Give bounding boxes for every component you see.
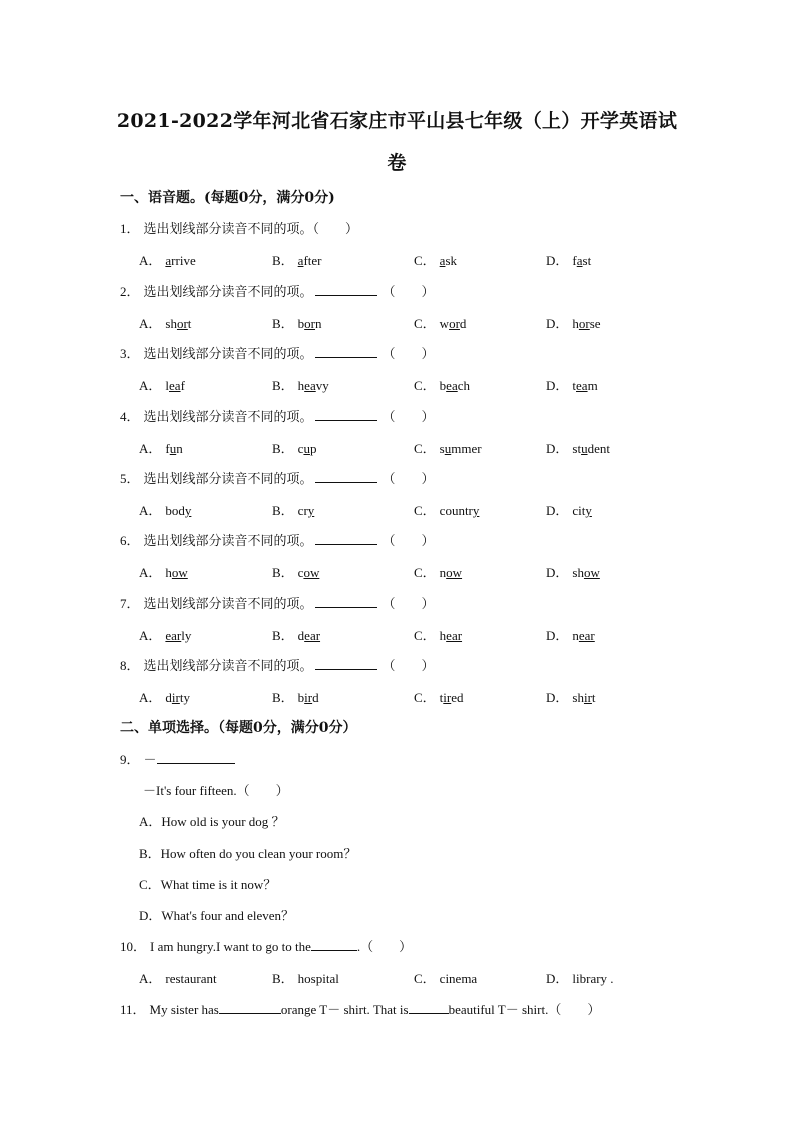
question-9-reply: －It's four fifteen.（ ）	[143, 783, 289, 798]
answer-blank[interactable]	[315, 408, 377, 421]
option-d[interactable]: D． student	[546, 441, 610, 456]
option-b[interactable]: B． bird	[272, 690, 319, 705]
question-10: 10． I am hungry.I want to go to the .（ ）	[120, 939, 413, 954]
option-d[interactable]: D． city	[546, 503, 592, 518]
question-stem: 选出划线部分读音不同的项。	[143, 284, 313, 299]
option-b[interactable]: B． hospital	[272, 971, 339, 986]
question-3	[120, 343, 435, 362]
option-c[interactable]: C． tired	[414, 690, 464, 705]
answer-paren: （ ）	[382, 658, 435, 673]
dialog-dash: －	[143, 752, 157, 767]
question-stem: 选出划线部分读音不同的项。	[143, 471, 313, 486]
option-d[interactable]: D． show	[546, 565, 600, 580]
answer-blank-2[interactable]	[409, 1001, 449, 1014]
option-b[interactable]: B． cow	[272, 565, 320, 580]
answer-blank[interactable]	[315, 283, 377, 296]
question-8	[120, 655, 435, 674]
section-phonetics-heading: 一、语音题。(每题0分，满分0分)	[120, 190, 335, 206]
answer-blank[interactable]	[311, 938, 357, 951]
option-b[interactable]: B． born	[272, 316, 322, 331]
answer-blank[interactable]	[315, 345, 377, 358]
question-number: 2．	[120, 284, 140, 299]
option-a[interactable]: A． body	[139, 503, 192, 518]
question-number: 7．	[120, 596, 140, 611]
answer-blank[interactable]	[315, 657, 377, 670]
section-choice-heading: 二、单项选择。（每题0分，满分0分）	[120, 720, 357, 736]
answer-paren: （ ）	[382, 596, 435, 611]
question-stem: I am hungry.I want to go to the	[150, 939, 311, 954]
exam-title-line-1: 2021-2022学年河北省石家庄市平山县七年级（上）开学英语试	[116, 110, 678, 132]
option-a[interactable]: A． short	[139, 316, 192, 331]
question-1	[120, 218, 358, 237]
question-stem: 选出划线部分读音不同的项。	[143, 533, 313, 548]
option-b[interactable]: B． dear	[272, 628, 321, 643]
option-d[interactable]: D． library .	[546, 971, 614, 986]
option-a[interactable]: A． leaf	[139, 378, 185, 393]
option-a[interactable]: A． dirty	[139, 690, 190, 705]
question-stem: 选出划线部分读音不同的项。	[143, 596, 313, 611]
option-a[interactable]: A．How old is your dog ？	[139, 814, 285, 829]
option-c[interactable]: C． cinema	[414, 971, 478, 986]
question-9	[120, 749, 235, 768]
question-number: 4．	[120, 409, 140, 424]
option-a[interactable]: A． how	[139, 565, 188, 580]
answer-blank[interactable]	[157, 751, 235, 764]
question-6	[120, 530, 435, 549]
option-a[interactable]: A． restaurant	[139, 971, 217, 986]
answer-blank[interactable]	[315, 532, 377, 545]
question-number: 1．	[120, 221, 140, 236]
option-b[interactable]: B． heavy	[272, 378, 329, 393]
question-2	[120, 281, 435, 300]
option-d[interactable]: D．What's four and eleven？	[139, 908, 295, 923]
option-c[interactable]: C． word	[414, 316, 467, 331]
option-d[interactable]: D． shirt	[546, 690, 596, 705]
answer-blank[interactable]	[315, 595, 377, 608]
question-5	[120, 468, 435, 487]
option-c[interactable]: C． beach	[414, 378, 470, 393]
option-b[interactable]: B． after	[272, 253, 322, 268]
exam-title-line-2: 卷	[387, 152, 407, 174]
option-c[interactable]: C．What time is it now？	[139, 877, 277, 892]
answer-paren: （ ）	[382, 284, 435, 299]
answer-paren: （ ）	[382, 471, 435, 486]
question-11: 11． My sister has orange T－ shirt. That is beautiful T－ shirt.（ ）	[120, 1002, 601, 1017]
option-c[interactable]: C． hear	[414, 628, 463, 643]
question-number: 8．	[120, 658, 140, 673]
question-number: 6．	[120, 533, 140, 548]
answer-paren: （ ）	[382, 533, 435, 548]
option-a[interactable]: A． fun	[139, 441, 183, 456]
option-b[interactable]: B．How often do you clean your room？	[139, 846, 357, 861]
question-stem: 选出划线部分读音不同的项。	[143, 409, 313, 424]
question-stem: 选出划线部分读音不同的项。	[143, 346, 313, 361]
option-d[interactable]: D． fast	[546, 253, 592, 268]
question-number: 5．	[120, 471, 140, 486]
question-number: 3．	[120, 346, 140, 361]
option-c[interactable]: C． now	[414, 565, 463, 580]
answer-blank[interactable]	[315, 470, 377, 483]
option-d[interactable]: D． team	[546, 378, 598, 393]
answer-paren: （ ）	[382, 409, 435, 424]
answer-paren: （ ）	[382, 346, 435, 361]
option-c[interactable]: C． country	[414, 503, 480, 518]
question-4	[120, 406, 435, 425]
option-b[interactable]: B． cry	[272, 503, 315, 518]
option-a[interactable]: A． arrive	[139, 253, 196, 268]
option-d[interactable]: D． horse	[546, 316, 601, 331]
option-a[interactable]: A． early	[139, 628, 192, 643]
option-d[interactable]: D． near	[546, 628, 595, 643]
question-stem: 选出划线部分读音不同的项。	[143, 658, 313, 673]
option-b[interactable]: B． cup	[272, 441, 317, 456]
question-7	[120, 593, 435, 612]
option-c[interactable]: C． summer	[414, 441, 482, 456]
question-number: 10．	[120, 939, 147, 954]
question-stem: 选出划线部分读音不同的项。（ ）	[143, 221, 359, 236]
question-number: 11．	[120, 1002, 146, 1017]
option-c[interactable]: C． ask	[414, 253, 458, 268]
question-number: 9．	[120, 752, 140, 767]
answer-blank-1[interactable]	[219, 1001, 281, 1014]
